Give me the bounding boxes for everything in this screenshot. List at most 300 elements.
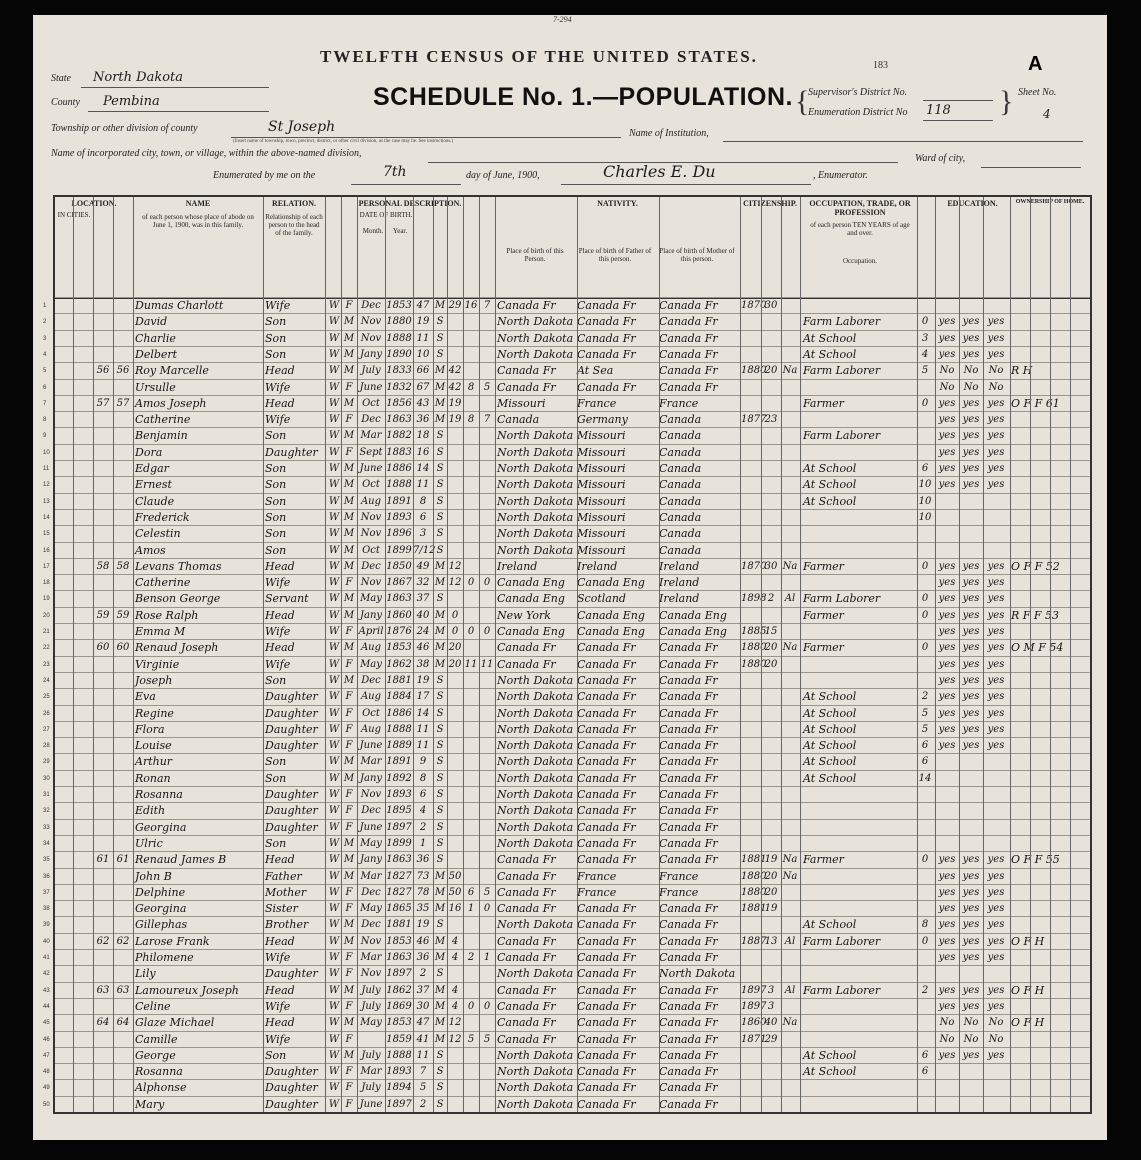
relation-desc: Relationship of each person to the head of the family. xyxy=(265,213,323,237)
cell-yus xyxy=(761,1064,781,1080)
cell-age: 43 xyxy=(416,397,430,409)
cell-ed2: yes xyxy=(962,740,980,752)
cell-col: W xyxy=(328,1049,340,1061)
cell-mon: Nov xyxy=(360,511,382,523)
row-number: 49 xyxy=(43,1085,50,1092)
row-number: 31 xyxy=(43,792,50,798)
cell-ym: 16 xyxy=(448,903,462,915)
cell-bf: Canada Fr xyxy=(577,347,636,361)
cell-bm: North Dakota xyxy=(659,967,736,981)
cell-ms: S xyxy=(436,1098,444,1110)
cell-nat xyxy=(781,738,799,754)
cell-sex: M xyxy=(343,397,355,409)
cell-fam xyxy=(113,494,133,510)
cell-ed3 xyxy=(983,771,1009,787)
cell-ch xyxy=(463,510,479,526)
cell-mo xyxy=(917,901,933,917)
cell-fam xyxy=(113,836,133,852)
cell-mon: May xyxy=(360,837,382,849)
cell-ed3: yes xyxy=(987,446,1005,458)
cell-bp: Canada Fr xyxy=(497,1032,556,1046)
cell-age: 36 xyxy=(416,414,430,426)
row-number: 26 xyxy=(43,710,50,717)
cell-liv xyxy=(479,494,495,510)
cell-ym: 4 xyxy=(451,984,459,996)
cell-bf: Canada Fr xyxy=(577,902,636,916)
enumerator-line xyxy=(561,184,811,185)
birth-mother-header: Place of birth of Mother of this person. xyxy=(659,247,735,263)
cell-mo: 10 xyxy=(918,495,932,507)
cell-mon: June xyxy=(359,1098,383,1110)
cell-mo: 2 xyxy=(921,691,929,703)
cell-bf: Canada Fr xyxy=(577,1032,636,1046)
cell-mon: Dec xyxy=(361,414,381,426)
cell-name: Emma M xyxy=(135,625,186,638)
cell-mon: July xyxy=(361,1082,381,1094)
cell-liv xyxy=(479,706,495,722)
cell-ms: M xyxy=(434,886,446,898)
cell-col: W xyxy=(328,707,340,719)
cell-age: 35 xyxy=(416,903,430,915)
cell-bp: North Dakota xyxy=(497,1097,574,1111)
cell-yr: 1886 xyxy=(386,707,412,719)
cell-mon: Jany xyxy=(359,609,383,621)
cell-ch xyxy=(463,689,479,705)
column-divider xyxy=(935,197,936,1112)
cell-rel: Daughter xyxy=(265,739,318,753)
cell-liv xyxy=(479,722,495,738)
cell-ed2 xyxy=(959,836,983,852)
cell-bf: Canada Eng xyxy=(577,625,645,638)
cell-mon: June xyxy=(359,740,383,752)
cell-ms: S xyxy=(436,316,444,328)
cell-ms: M xyxy=(434,658,446,670)
cell-yus xyxy=(761,673,781,689)
cell-yr: 1827 xyxy=(386,870,412,882)
cell-liv xyxy=(479,510,495,526)
cell-ch xyxy=(463,836,479,852)
cell-yr: 1862 xyxy=(386,984,412,996)
cell-col: W xyxy=(328,479,340,491)
cell-ch xyxy=(463,1080,479,1096)
cell-bm: Canada xyxy=(659,543,702,557)
cell-dw xyxy=(93,722,113,738)
cell-name: Ernest xyxy=(135,478,172,492)
cell-liv xyxy=(479,803,495,819)
cell-nat xyxy=(781,1097,799,1113)
cell-mo xyxy=(917,1097,933,1113)
cell-ym: 0 xyxy=(451,609,459,621)
cell-yus xyxy=(761,396,781,412)
cell-bp: North Dakota xyxy=(497,527,574,541)
column-divider xyxy=(479,197,480,1112)
cell-bf: Canada Fr xyxy=(577,755,636,769)
cell-bp: North Dakota xyxy=(497,1048,574,1062)
cell-rel: Son xyxy=(265,478,287,492)
cell-ms: S xyxy=(436,740,444,752)
cell-mon: Nov xyxy=(360,789,382,800)
cell-bp: North Dakota xyxy=(497,918,574,932)
cell-ms: S xyxy=(436,511,444,523)
cell-ed2: No xyxy=(963,1033,979,1045)
cell-mo: 10 xyxy=(918,479,932,491)
cell-col: W xyxy=(328,463,340,474)
cell-yus xyxy=(761,950,781,966)
cell-occ xyxy=(803,543,915,559)
cell-dw xyxy=(93,820,113,836)
cell-nat: Al xyxy=(784,593,796,605)
cell-ch xyxy=(463,852,479,868)
cell-yr: 1863 xyxy=(386,854,412,866)
cell-sex: F xyxy=(345,577,353,589)
cell-fam xyxy=(113,966,133,982)
cell-ym: 12 xyxy=(448,1033,462,1045)
cell-age: 24 xyxy=(416,626,430,637)
cell-fam: 59 xyxy=(116,609,130,621)
cell-mon: June xyxy=(359,821,383,833)
cell-ym xyxy=(447,966,463,982)
cell-yr: 1891 xyxy=(386,495,412,507)
cell-liv xyxy=(479,1080,495,1096)
cell-yr: 1884 xyxy=(386,691,412,703)
cell-mon: Nov xyxy=(360,316,382,328)
cell-bm: Canada Fr xyxy=(659,347,718,361)
cell-age: 10 xyxy=(416,348,430,360)
cell-ms: S xyxy=(436,854,444,866)
row-number: 30 xyxy=(43,775,50,782)
cell-bp: North Dakota xyxy=(497,788,574,801)
cell-mo: 0 xyxy=(921,397,929,409)
cell-ch xyxy=(463,1097,479,1113)
cell-ed3: yes xyxy=(987,577,1005,589)
cell-ed2: yes xyxy=(962,952,980,963)
township-note: (Insert name of township, town, precinct, district, or other civil division, as the case may be. See instructions.) xyxy=(233,139,454,144)
cell-bm: Canada Fr xyxy=(659,641,718,655)
cell-mon: Mar xyxy=(360,870,382,882)
cell-ch xyxy=(463,787,479,803)
cell-imm xyxy=(741,722,761,738)
cell-own: O F F 61 xyxy=(1011,396,1060,410)
cell-ym xyxy=(447,428,463,444)
cell-occ xyxy=(803,575,915,591)
cell-bf: Canada Fr xyxy=(577,331,636,345)
cell-rel: Head xyxy=(265,396,295,410)
cell-ed2 xyxy=(959,803,983,819)
cell-col: W xyxy=(328,1066,340,1078)
cell-sex: F xyxy=(345,723,353,735)
cell-rel: Servant xyxy=(265,592,309,606)
cell-ed1: yes xyxy=(938,397,956,409)
cell-bm: Canada Fr xyxy=(659,673,718,687)
column-divider xyxy=(1070,197,1071,1112)
cell-mo: 2 xyxy=(921,984,929,996)
cell-yr: 1895 xyxy=(386,805,412,817)
cell-rel: Head xyxy=(265,559,295,573)
cell-fam xyxy=(113,428,133,444)
cell-mon: Dec xyxy=(361,674,381,686)
cell-ed1 xyxy=(935,1097,959,1113)
cell-imm xyxy=(741,966,761,982)
cell-bm: Canada Fr xyxy=(659,934,718,948)
row-number: 13 xyxy=(43,498,50,505)
cell-mo: 6 xyxy=(921,463,929,474)
cell-ed2: No xyxy=(963,381,979,393)
cell-ed3 xyxy=(983,510,1009,526)
cell-occ xyxy=(803,673,915,689)
cell-yus xyxy=(761,771,781,787)
cell-ch: 6 xyxy=(467,886,475,898)
cell-mo xyxy=(917,526,933,542)
cell-mo xyxy=(917,950,933,966)
cell-ch xyxy=(463,526,479,542)
cell-occ: Farm Laborer xyxy=(803,934,881,948)
cell-occ: Farmer xyxy=(803,608,844,622)
cell-bf: Canada Fr xyxy=(577,722,636,736)
cell-sex: F xyxy=(345,300,353,311)
cell-ms: M xyxy=(434,609,446,621)
cell-imm: 1897 xyxy=(741,1000,767,1012)
cell-mo xyxy=(917,543,933,559)
cell-rel: Daughter xyxy=(265,1065,318,1079)
cell-ed2 xyxy=(959,1080,983,1096)
cell-yr: 1899 xyxy=(386,544,412,556)
cell-age: 8 xyxy=(419,495,427,507)
cell-liv xyxy=(479,1048,495,1064)
cell-ym: 29 xyxy=(448,300,462,311)
cell-imm xyxy=(741,396,761,412)
cell-occ xyxy=(803,950,915,966)
cell-dw: 60 xyxy=(96,642,110,654)
cell-mon: Nov xyxy=(360,332,382,344)
cell-imm xyxy=(741,314,761,330)
cell-rel: Daughter xyxy=(265,690,318,704)
cell-age: 47 xyxy=(416,300,430,311)
cell-name: Camille xyxy=(135,1032,178,1046)
row-number: 41 xyxy=(43,955,50,961)
citizenship-header: CITIZENSHIP. xyxy=(743,199,797,208)
cell-sex: M xyxy=(343,1017,355,1029)
cell-bm: Ireland xyxy=(659,559,700,573)
cell-ms: S xyxy=(436,1049,444,1061)
cell-dw xyxy=(93,673,113,689)
row-number: 35 xyxy=(43,857,50,864)
cell-dw xyxy=(93,1080,113,1096)
cell-occ: Farm Laborer xyxy=(803,364,881,378)
cell-mon: May xyxy=(360,1017,382,1029)
cell-col: W xyxy=(328,414,340,426)
occupation-header: OCCUPATION, TRADE, OR PROFESSION xyxy=(809,199,911,217)
cell-ed3 xyxy=(983,820,1009,836)
column-divider xyxy=(433,197,434,1112)
cell-fam xyxy=(113,657,133,673)
cell-occ xyxy=(803,298,915,314)
cell-occ: At School xyxy=(803,494,857,508)
cell-ms: S xyxy=(436,756,444,768)
cell-bp: North Dakota xyxy=(497,739,574,753)
cell-yus: 30 xyxy=(764,300,778,311)
cell-sex: M xyxy=(343,772,355,784)
cell-dw xyxy=(93,885,113,901)
column-divider xyxy=(1030,197,1031,1112)
cell-ch xyxy=(463,591,479,607)
cell-bm: Canada Fr xyxy=(659,918,718,932)
cell-col: W xyxy=(328,365,340,377)
cell-yus xyxy=(761,1080,781,1096)
sheet-value: 4 xyxy=(1043,107,1051,121)
cell-col: W xyxy=(328,577,340,589)
cell-yus xyxy=(761,494,781,510)
cell-bf: Canada Fr xyxy=(577,771,636,785)
cell-bp: North Dakota xyxy=(497,722,574,736)
cell-ed1 xyxy=(935,1080,959,1096)
cell-bp: North Dakota xyxy=(497,690,574,704)
cell-col: W xyxy=(328,626,340,637)
cell-nat xyxy=(781,347,799,363)
cell-nat xyxy=(781,771,799,787)
cell-ed3: yes xyxy=(987,642,1005,654)
cell-yr: 1880 xyxy=(386,316,412,328)
cell-ym xyxy=(447,1097,463,1113)
cell-yus xyxy=(761,1048,781,1064)
cell-bp: Canada Fr xyxy=(497,657,556,671)
cell-name: John B xyxy=(135,869,172,883)
cell-age: 16 xyxy=(416,446,430,458)
cell-col: W xyxy=(328,609,340,621)
census-sheet xyxy=(33,15,1107,1140)
cell-sex: F xyxy=(345,789,353,800)
cell-bp: North Dakota xyxy=(497,494,574,508)
cell-yus xyxy=(761,608,781,624)
cell-ed3 xyxy=(983,1097,1009,1113)
cell-mo: 0 xyxy=(921,560,929,572)
cell-ms: S xyxy=(436,463,444,474)
cell-nat xyxy=(781,803,799,819)
cell-ch xyxy=(463,771,479,787)
cell-occ xyxy=(803,803,915,819)
cell-nat xyxy=(781,1080,799,1096)
cell-ed2: yes xyxy=(962,642,980,654)
column-divider xyxy=(133,197,134,1112)
cell-bm: Canada Fr xyxy=(659,853,718,867)
cell-bm: Ireland xyxy=(659,592,700,606)
cell-imm xyxy=(741,510,761,526)
cell-bm: Canada Fr xyxy=(659,1048,718,1062)
cell-ym xyxy=(447,526,463,542)
cell-imm xyxy=(741,738,761,754)
cell-occ: Farm Laborer xyxy=(803,429,881,443)
cell-name: Eva xyxy=(135,690,156,704)
cell-age: 4 xyxy=(419,805,427,817)
cell-rel: Daughter xyxy=(265,706,318,720)
cell-fam: 60 xyxy=(116,642,130,654)
cell-liv xyxy=(479,1015,495,1031)
cell-liv xyxy=(479,543,495,559)
cell-imm: 1870 xyxy=(741,300,767,311)
cell-liv xyxy=(479,1064,495,1080)
cell-name: Claude xyxy=(135,494,175,508)
cell-yus xyxy=(761,1097,781,1113)
cell-bp: North Dakota xyxy=(497,771,574,785)
cell-yr: 1892 xyxy=(386,772,412,784)
cell-ed2: yes xyxy=(962,479,980,491)
cell-yus: 2 xyxy=(767,593,775,605)
cell-yus xyxy=(761,689,781,705)
cell-mon: Jany xyxy=(359,772,383,784)
cell-ch xyxy=(463,673,479,689)
cell-ym: 42 xyxy=(448,365,462,377)
cell-ed2: yes xyxy=(962,919,980,931)
cell-age: 6 xyxy=(419,511,427,523)
cell-ym: 50 xyxy=(448,886,462,898)
cell-fam xyxy=(113,787,133,803)
cell-nat xyxy=(781,510,799,526)
cell-ed3: yes xyxy=(987,854,1005,866)
cell-age: 38 xyxy=(416,658,430,670)
cell-nat xyxy=(781,608,799,624)
cell-liv xyxy=(479,771,495,787)
cell-ms: S xyxy=(436,544,444,556)
cell-ms: M xyxy=(434,1017,446,1029)
cell-ym xyxy=(447,510,463,526)
birth-person-header: Place of birth of this Person. xyxy=(506,247,564,263)
cell-occ: At School xyxy=(803,755,857,769)
cell-ed3 xyxy=(983,1064,1009,1080)
cell-dw xyxy=(93,575,113,591)
cell-imm xyxy=(741,608,761,624)
cell-liv xyxy=(479,673,495,689)
cell-col: W xyxy=(328,968,340,980)
cell-liv: 0 xyxy=(483,903,491,915)
cell-mon: Nov xyxy=(360,528,382,540)
cell-yus: 20 xyxy=(764,870,778,882)
row-number: 27 xyxy=(43,726,50,733)
cell-own: R H xyxy=(1011,364,1033,378)
cell-dw: 58 xyxy=(96,560,110,572)
cell-bm: Canada xyxy=(659,413,702,427)
cell-imm: 1897 xyxy=(741,984,767,996)
cell-rel: Daughter xyxy=(265,788,318,801)
cell-occ: Farm Laborer xyxy=(803,983,881,997)
row-number: 25 xyxy=(43,694,50,701)
cell-bm: Canada xyxy=(659,429,702,443)
cell-imm xyxy=(741,428,761,444)
ward-label: Ward of city, xyxy=(915,153,966,164)
cell-sex: M xyxy=(343,593,355,605)
cell-imm xyxy=(741,461,761,477)
cell-ym xyxy=(447,706,463,722)
cell-bm: France xyxy=(659,885,699,899)
cell-liv xyxy=(479,966,495,982)
cell-liv xyxy=(479,347,495,363)
cell-rel: Daughter xyxy=(265,1081,318,1095)
county-label: County xyxy=(51,97,80,108)
cell-occ: At School xyxy=(803,331,857,345)
cell-ed3: yes xyxy=(987,348,1005,360)
cell-yr: 1897 xyxy=(386,1098,412,1110)
supervisor-line xyxy=(923,100,993,101)
cell-name: Mary xyxy=(135,1097,165,1111)
cell-bp: North Dakota xyxy=(497,510,574,524)
cell-mo xyxy=(917,380,933,396)
cell-bp: Canada Fr xyxy=(497,853,556,867)
row-number: 45 xyxy=(43,1020,50,1027)
cell-occ: At School xyxy=(803,739,857,753)
cell-occ xyxy=(803,901,915,917)
cell-name: Amos xyxy=(135,543,166,557)
cell-sex: M xyxy=(343,854,355,866)
cell-yus: 13 xyxy=(764,935,778,947)
cell-liv xyxy=(479,1097,495,1113)
